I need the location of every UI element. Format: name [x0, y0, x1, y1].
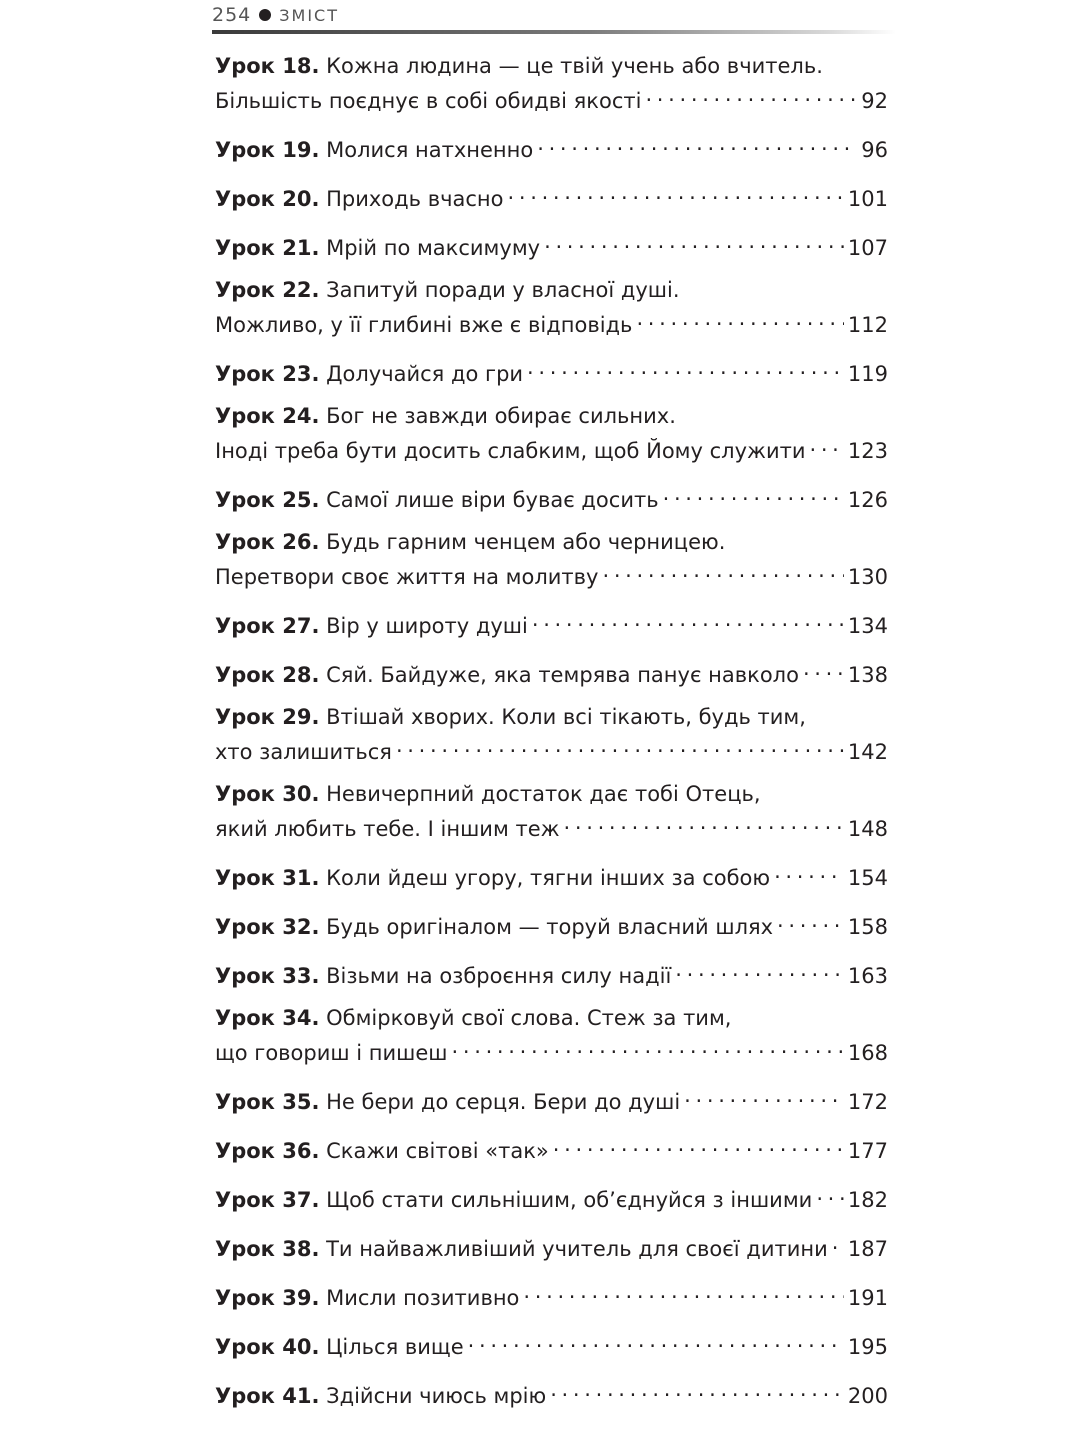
lesson-title: Невичерпний достаток дає тобі Отець,	[326, 782, 761, 806]
lesson-title: Молися натхненно	[326, 138, 534, 162]
page-ref: 107	[847, 236, 888, 260]
toc-entry	[215, 1004, 888, 1067]
entry-first-line	[215, 1004, 888, 1032]
lesson-number: Урок 33.	[215, 964, 320, 988]
toc-entry	[215, 1326, 888, 1361]
entry-text	[215, 360, 523, 388]
entry-first-line	[215, 780, 888, 808]
page-ref: 163	[847, 964, 888, 988]
page-ref: 101	[847, 187, 888, 211]
entry-last-line	[215, 1081, 888, 1116]
page-ref: 119	[847, 362, 888, 386]
entry-text	[215, 1088, 680, 1116]
entry-text	[215, 1333, 464, 1361]
lesson-number: Урок 23.	[215, 362, 320, 386]
entry-last-line	[215, 178, 888, 213]
toc-entry	[215, 906, 888, 941]
lesson-number: Урок 38.	[215, 1237, 320, 1261]
entry-text	[215, 913, 773, 941]
dot-leader	[550, 1375, 844, 1403]
lesson-number: Урок 30.	[215, 782, 320, 806]
entry-last-line	[215, 906, 888, 941]
toc-entry	[215, 402, 888, 465]
entry-text	[215, 1284, 519, 1312]
lesson-title: Приходь вчасно	[326, 187, 504, 211]
entry-first-line	[215, 402, 888, 430]
lesson-number: Урок 32.	[215, 915, 320, 939]
lesson-number: Урок 40.	[215, 1335, 320, 1359]
lesson-number: Урок 36.	[215, 1139, 320, 1163]
lesson-title: Будь гарним ченцем або черницею.	[326, 530, 726, 554]
lesson-title: Мрій по максимуму	[326, 236, 541, 260]
entry-last-line	[215, 1179, 888, 1214]
page-ref: 130	[847, 565, 888, 589]
page-ref: 187	[847, 1237, 888, 1261]
entry-text	[215, 612, 528, 640]
entry-text	[215, 661, 799, 689]
lesson-title: Вір у широту душі	[326, 614, 528, 638]
page-number: 254	[212, 4, 252, 26]
dot-leader	[602, 556, 843, 584]
entry-last-line	[215, 731, 888, 766]
entry-last-line	[215, 1277, 888, 1312]
entry-text	[215, 1137, 549, 1165]
toc-entry	[215, 1081, 888, 1116]
entry-text	[215, 815, 560, 843]
page-ref: 158	[847, 915, 888, 939]
entry-text	[215, 864, 770, 892]
dot-leader	[544, 227, 844, 255]
lesson-number: Урок 18.	[215, 54, 320, 78]
toc-entry	[215, 178, 888, 213]
dot-leader	[803, 654, 844, 682]
lesson-number: Урок 25.	[215, 488, 320, 512]
toc-entry	[215, 1179, 888, 1214]
entry-first-line	[215, 528, 888, 556]
lesson-title: Втішай хворих. Коли всі тікають, будь тим,	[326, 705, 806, 729]
lesson-title: Здійсни чиюсь мрію	[326, 1384, 547, 1408]
page-ref: 123	[847, 439, 888, 463]
entry-text	[215, 437, 805, 465]
lesson-number: Урок 19.	[215, 138, 320, 162]
page-ref: 96	[861, 138, 888, 162]
toc-entry	[215, 353, 888, 388]
dot-leader	[816, 1179, 844, 1207]
lesson-number: Урок 41.	[215, 1384, 320, 1408]
dot-leader	[553, 1130, 844, 1158]
lesson-number: Урок 27.	[215, 614, 320, 638]
page-ref: 168	[847, 1041, 888, 1065]
entry-last-line	[215, 1130, 888, 1165]
entry-text	[215, 311, 632, 339]
lesson-number: Урок 37.	[215, 1188, 320, 1212]
dot-leader	[684, 1081, 844, 1109]
dot-leader	[645, 80, 857, 108]
page-ref: 182	[847, 1188, 888, 1212]
page-ref: 154	[847, 866, 888, 890]
lesson-title: Ти найважливіший учитель для своєї дитини	[326, 1237, 828, 1261]
lesson-number: Урок 29.	[215, 705, 320, 729]
dot-leader	[564, 808, 844, 836]
page-ref: 148	[847, 817, 888, 841]
toc-entry	[215, 528, 888, 591]
entry-first-line	[215, 703, 888, 731]
dot-leader	[663, 479, 844, 507]
lesson-title: Щоб стати сильнішим, об’єднуйся з іншими	[326, 1188, 813, 1212]
lesson-title: Запитуй поради у власної душі.	[326, 278, 680, 302]
lesson-title: хто залишиться	[215, 740, 392, 764]
toc-entry	[215, 1375, 888, 1410]
lesson-title: Сяй. Байдуже, яка темрява панує навколо	[326, 663, 799, 687]
entry-last-line	[215, 654, 888, 689]
page-ref: 138	[847, 663, 888, 687]
entry-text	[215, 486, 659, 514]
page-ref: 142	[847, 740, 888, 764]
dot-leader	[675, 955, 844, 983]
toc-entry	[215, 479, 888, 514]
page-ref: 172	[847, 1090, 888, 1114]
dot-leader	[809, 430, 843, 458]
toc-entry	[215, 276, 888, 339]
page-ref: 191	[847, 1286, 888, 1310]
entry-text	[215, 234, 540, 262]
dot-leader	[468, 1326, 844, 1354]
lesson-title: Долучайся до гри	[326, 362, 524, 386]
lesson-number: Урок 26.	[215, 530, 320, 554]
entry-text	[215, 185, 504, 213]
toc-entry	[215, 654, 888, 689]
dot-leader	[508, 178, 844, 206]
lesson-title: Іноді треба бути досить слабким, щоб Йому служити	[215, 439, 806, 463]
lesson-title: Візьми на озброєння силу надії	[326, 964, 672, 988]
toc-entry	[215, 605, 888, 640]
dot-leader	[396, 731, 844, 759]
toc-entry	[215, 52, 888, 115]
lesson-title: що говориш і пишеш	[215, 1041, 448, 1065]
entry-text	[215, 563, 598, 591]
lesson-title: Бог не завжди обирає сильних.	[326, 404, 676, 428]
lesson-number: Урок 21.	[215, 236, 320, 260]
dot-leader	[774, 857, 844, 885]
lesson-number: Урок 28.	[215, 663, 320, 687]
entry-last-line	[215, 479, 888, 514]
lesson-title: Будь оригіналом — торуй власний шлях	[326, 915, 774, 939]
entry-last-line	[215, 1228, 888, 1263]
page-ref: 112	[847, 313, 888, 337]
section-title: ЗМІСТ	[279, 5, 339, 25]
lesson-number: Урок 24.	[215, 404, 320, 428]
entry-last-line	[215, 80, 888, 115]
lesson-title: Цілься вище	[326, 1335, 464, 1359]
lesson-title: Кожна людина — це твій учень або вчитель.	[326, 54, 823, 78]
entry-text	[215, 738, 392, 766]
bullet-icon	[259, 9, 271, 21]
lesson-title: який любить тебе. І іншим теж	[215, 817, 560, 841]
entry-last-line	[215, 1032, 888, 1067]
toc-entry	[215, 1228, 888, 1263]
entry-last-line	[215, 1375, 888, 1410]
lesson-title: Скажи світові «так»	[326, 1139, 549, 1163]
dot-leader	[636, 304, 843, 332]
lesson-title: Коли йдеш угору, тягни інших за собою	[326, 866, 771, 890]
toc-entry	[215, 955, 888, 990]
page-ref: 92	[861, 89, 888, 113]
entry-last-line	[215, 808, 888, 843]
lesson-title: Обмірковуй свої слова. Стеж за тим,	[326, 1006, 732, 1030]
page-ref: 200	[847, 1384, 888, 1408]
lesson-number: Урок 31.	[215, 866, 320, 890]
lesson-title: Не бери до серця. Бери до душі	[326, 1090, 681, 1114]
lesson-title: Мисли позитивно	[326, 1286, 520, 1310]
lesson-number: Урок 35.	[215, 1090, 320, 1114]
dot-leader	[523, 1277, 844, 1305]
entry-last-line	[215, 304, 888, 339]
toc-entry	[215, 1130, 888, 1165]
dot-leader	[452, 1032, 844, 1060]
entry-last-line	[215, 605, 888, 640]
toc-entry	[215, 1277, 888, 1312]
toc-entry	[215, 703, 888, 766]
entry-text	[215, 1235, 828, 1263]
toc-entry	[215, 780, 888, 843]
entry-text	[215, 87, 641, 115]
entry-last-line	[215, 227, 888, 262]
entry-text	[215, 1382, 546, 1410]
entry-text	[215, 1186, 812, 1214]
page-ref: 126	[847, 488, 888, 512]
entry-last-line	[215, 857, 888, 892]
entry-text	[215, 1039, 448, 1067]
lesson-number: Урок 22.	[215, 278, 320, 302]
table-of-contents	[215, 52, 888, 1424]
running-head	[212, 2, 339, 28]
lesson-title: Більшість поєднує в собі обидві якості	[215, 89, 642, 113]
dot-leader	[832, 1228, 844, 1256]
lesson-title: Самої лише віри буває досить	[326, 488, 659, 512]
entry-text	[215, 136, 533, 164]
entry-last-line	[215, 955, 888, 990]
dot-leader	[777, 906, 844, 934]
toc-entry	[215, 857, 888, 892]
lesson-title: Перетвори своє життя на молитву	[215, 565, 599, 589]
toc-entry	[215, 227, 888, 262]
entry-last-line	[215, 430, 888, 465]
header-rule	[212, 30, 896, 34]
lesson-title: Можливо, у її глибині вже є відповідь	[215, 313, 633, 337]
entry-first-line	[215, 52, 888, 80]
entry-last-line	[215, 353, 888, 388]
page-ref: 134	[847, 614, 888, 638]
lesson-number: Урок 34.	[215, 1006, 320, 1030]
lesson-number: Урок 39.	[215, 1286, 320, 1310]
entry-last-line	[215, 1326, 888, 1361]
page-ref: 177	[847, 1139, 888, 1163]
dot-leader	[527, 353, 844, 381]
page-ref: 195	[847, 1335, 888, 1359]
toc-entry	[215, 129, 888, 164]
lesson-number: Урок 20.	[215, 187, 320, 211]
entry-last-line	[215, 556, 888, 591]
entry-last-line	[215, 129, 888, 164]
dot-leader	[537, 129, 857, 157]
dot-leader	[532, 605, 844, 633]
entry-first-line	[215, 276, 888, 304]
entry-text	[215, 962, 671, 990]
